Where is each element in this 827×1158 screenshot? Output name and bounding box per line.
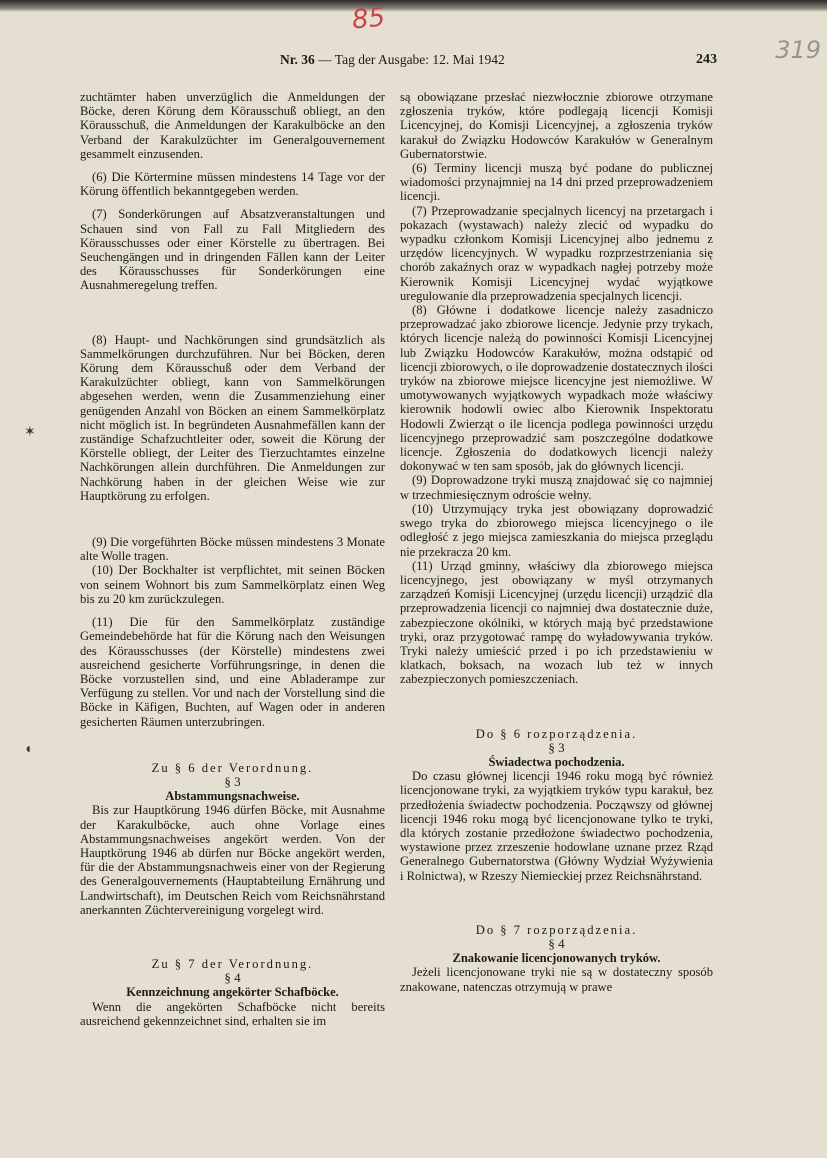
paragraph: Jeżeli licencjonowane tryki nie są w dostateczny sposób znakowane, natenczas otrzymują w prawe: [400, 965, 713, 994]
paragraph: (8) Główne i dodatkowe licencje należy zasadniczo przeprowadzać jako zbiorowe licencje. Jedynie przy trykach, których licencje należą do powinności Komisji Licencyjnej lub Związku Hodowców Karakułów, można odstąpić od licencji zbiorowych, o ile doprowadzenie dostatecznych ilości tryków na zbiorowe miejsce licencyjne jest niemożliwe. W umotywowanych wyjątkowych wypadkach może właściwy kierownik hodowli owiec albo Kierownik Inspektoratu Hodowli Zwierząt o ile licencja podlega powinności urzędu licencyjnego przeprowadzić sam poszczególne dodatkowe licencje. Zgłoszenia do dodatkowych licencji należy dokonywać w ten sam sposób, jak do głównych licencji.: [400, 303, 713, 474]
paragraph: zuchtämter haben unverzüglich die Anmeldungen der Böcke, deren Körung dem Körausschuß obliegt, an den Körausschuß, die Anmeldungen der Karakulböcke an den Verband der Karakulzüchter im Generalgouvernement gesammelt einzusenden.: [80, 90, 385, 161]
paragraph: (11) Urząd gminny, właściwy dla zbiorowego miejsca licencyjnego, jest obowiązany w myśl otrzymanych zarządzeń Komisji Licencyjnej (urzędu licencji) urządzić dla przeprowadzenia licencji co najmniej dwa dostatecznie duże, zabezpieczone okólniki, w których mają być przedstawione tryki, oraz przygotować rampę do wyładowywania tryków. Tryki należy umieścić przed i po ich przedstawieniu w klatkach, boksach, na wozach lub też w innych zabezpieczonych pomieszczeniach.: [400, 558, 713, 687]
section-number: § 3: [224, 773, 241, 789]
section-heading: Zu § 6 der Verordnung.: [151, 760, 314, 775]
german-column: [80, 90, 385, 1028]
section-heading: Do § 7 rozporządzenia.: [475, 922, 638, 937]
section-title: Świadectwa pochodzenia.: [488, 754, 625, 769]
polish-column: [400, 90, 713, 994]
margin-mark: ◖: [24, 742, 33, 757]
section-number: § 4: [548, 935, 565, 951]
paragraph: (11) Die für den Sammelkörplatz zuständige Gemeindebehörde hat für die Körung nach den Weisungen des Körausschusses (der Körstelle) mindestens zwei ausreichend gesicherte Vorführungsringe, in denen die Böcke vorzustellen sind, und eine Abladerampe zur Verfügung zu stellen. Vor und nach der Vorstellung sind die Böcke in Käfigen, Buchten, auf Wagen oder in anderen gesicherten Räumen unterzubringen.: [80, 615, 385, 729]
handwritten-red-number: 85: [350, 2, 387, 36]
paragraph: (7) Przeprowadzanie specjalnych licencyj na przetargach i pokazach (wystawach) należy zlecić od wypadku do wypadku członkom Komisji Licencyjnej albo jednemu z urzędów licencyjnych. W wypadku rozprzestrzeniania się chorób zakaźnych oraz w wypadkach nagłej potrzeby może Kierownik Komisji Licencyjnej wydać wyjątkowe uregulowanie dla przeprowadzenia specjalnych licencji.: [400, 203, 713, 303]
handwritten-pencil-number: 319: [775, 36, 821, 64]
section-title: Kennzeichnung angekörter Schafböcke.: [126, 985, 339, 1000]
issue-number: Nr. 36: [280, 52, 315, 67]
section-number: § 3: [548, 739, 565, 755]
section-number: § 4: [224, 970, 241, 986]
page-number: 243: [696, 52, 717, 67]
paragraph: (6) Die Körtermine müssen mindestens 14 Tage vor der Körung öffentlich bekanntgegeben werden.: [80, 170, 385, 199]
section-heading: Zu § 7 der Verordnung.: [151, 956, 314, 971]
margin-mark: ✶: [24, 425, 36, 440]
section-title: Znakowanie licencjonowanych tryków.: [452, 951, 661, 966]
paragraph: (10) Utrzymujący tryka jest obowiązany doprowadzić swego tryka do zbiorowego miejsca licencyjnego o ile odległość z jego miejsca zamieszkania do miejsca przeglądu nie przekracza 20 km.: [400, 501, 713, 559]
paragraph: (10) Der Bockhalter ist verpflichtet, mit seinen Böcken von seinem Wohnort bis zum Sammelkörplatz einen Weg bis zu 20 km zurückzulegen.: [80, 563, 385, 606]
paragraph: są obowiązane przesłać niezwłocznie zbiorowe otrzymane zgłoszenia tryków, które podlegają licencji Komisji Licencyjnej, do Komisji Licencyjnej, a zgłoszenia tryków karakuł do Związku Hodowców Karakułów w Generalnym Gubernatorstwie.: [400, 90, 713, 161]
paragraph: (9) Die vorgeführten Böcke müssen mindestens 3 Monate alte Wolle tragen.: [80, 535, 385, 564]
paragraph: Do czasu głównej licencji 1946 roku mogą być również licencjonowane tryki, za wyjątkiem tryków typu karakuł, bez przedłożenia świadectw pochodzenia. Począwszy od głównej licencji 1946 roku mogą być licencjonowane tylko te tryki, dla których zostanie przedłożone świadectwo pochodzenia, wystawione przez zrzeszenie hodowlane uznane przez Rząd Generalnego Gubernatorstwa (Główny Wydział Wyżywienia i Rolnictwa), w Rzeszy Niemieckiej przez Reichsnährstand.: [400, 769, 713, 883]
paragraph: (7) Sonderkörungen auf Absatzveranstaltungen und Schauen sind von Fall zu Fall Mitgliedern des Körausschusses oder einer Körstelle zu übertragen. Bei Seuchengängen und in dringenden Fällen kann der Leiter des Körausschusses für Sonderkörungen eine Ausnahmeregelung treffen.: [80, 207, 385, 293]
paragraph: (8) Haupt- und Nachkörungen sind grundsätzlich als Sammelkörungen durchzuführen. Nur bei Böcken, deren Körung dem Körausschuß oder dem Verband der Karakulzüchter obliegt, kann von Sammelkörungen abgesehen werden, wenn die Zusammenziehung einer genügenden Anzahl von Böcken an einem Sammelkörplatz nicht möglich ist. In begründeten Ausnahmefällen kann der zuständige Schafzuchtleiter oder, soweit die Körung der Körstelle obliegt, der Leiter des Tierzuchtamtes einzelne Nachkörungen allein durchführen. Die Anmeldungen zur Nachkörung haben in der gleichen Weise wie zur Hauptkörung zu erfolgen.: [80, 332, 385, 503]
paragraph: (9) Doprowadzone tryki muszą znajdować się co najmniej w trzechmiesięcznym odroście wełny.: [400, 473, 713, 502]
header-issue: [280, 52, 505, 68]
paragraph: (6) Terminy licencji muszą być podane do publicznej wiadomości przynajmniej na 14 dni przed przeprowadzeniem licencji.: [400, 161, 713, 204]
section-heading: Do § 6 rozporządzenia.: [475, 726, 638, 741]
paragraph: Wenn die angekörten Schafböcke nicht bereits ausreichend gekennzeichnet sind, erhalten sie im: [80, 999, 385, 1028]
paragraph: Bis zur Hauptkörung 1946 dürfen Böcke, mit Ausnahme der Karakulböcke, auch ohne Vorlage eines Abstammungsnachweises angekört werden. Von der Hauptkörung 1946 ab dürfen nur Böcke angekört werden, für die der Abstammungsnachweis einer von der Regierung des Generalgouvernements (Hauptabteilung Ernährung und Landwirtschaft), im Deutschen Reich vom Reichsnährstand anerkannten Züchtervereinigung vorgelegt wird.: [80, 803, 385, 917]
issue-date: — Tag der Ausgabe: 12. Mai 1942: [318, 52, 505, 67]
page-top-edge: [0, 0, 827, 12]
page-header: [120, 52, 717, 72]
section-title: Abstammungsnachweise.: [165, 789, 300, 804]
